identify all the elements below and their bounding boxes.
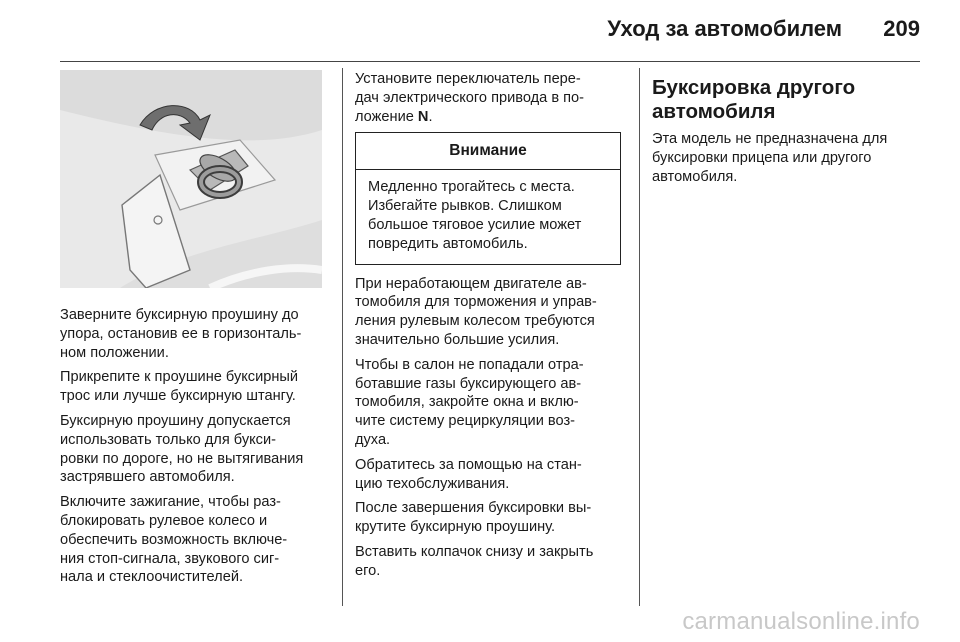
towing-eye-icon [60, 70, 322, 288]
warning-box [355, 132, 621, 264]
page-number: 209 [883, 16, 920, 41]
column-2 [355, 70, 625, 587]
paragraph: Эта модель не предназначена для буксировки прицепа или другого автомобиля. [652, 131, 888, 185]
column-3 [652, 70, 922, 192]
intro-end: . [428, 108, 433, 125]
header-title: Уход за автомобилем [607, 16, 842, 41]
paragraph: Обратитесь за помощью на стан- цию техобслуживания. [355, 456, 582, 492]
towing-eye-illustration [60, 70, 322, 288]
paragraph: После завершения буксировки вы- крутите буксирную проушину. [355, 500, 592, 536]
section-heading: Буксировка другого автомобиля [652, 76, 856, 123]
header-rule [60, 61, 920, 62]
gear-position: N [417, 108, 429, 125]
watermark: carmanualsonline.info [682, 608, 920, 635]
warning-title: Внимание [356, 133, 620, 170]
warning-body [356, 170, 620, 263]
warning-text: Медленно трогайтесь с места. Избегайте рывков. Слишком большое тяговое усилие может повредить автомобиль. [368, 179, 582, 252]
paragraph: Чтобы в салон не попадали отра- ботавшие газы буксирующего ав- томобиля, закройте окна и вклю- чите систему рециркуляции воз- духа. [355, 356, 584, 448]
paragraph: Буксирную проушину допускается использовать только для букси- ровки по дороге, но не вытягивания застрявшего автомобиля. [60, 412, 304, 486]
paragraph: Заверните буксирную проушину до упора, остановив ее в горизонталь- ном положении. [60, 307, 302, 361]
paragraph: Прикрепите к проушине буксирный трос или лучше буксирную штангу. [60, 369, 299, 405]
col1-text [60, 306, 326, 587]
column-1 [60, 70, 326, 593]
paragraph: Вставить колпачок снизу и закрыть его. [355, 543, 594, 579]
column-divider-1 [342, 68, 343, 606]
paragraph: При неработающем двигателе ав- томобиля для торможения и управ- ления рулевым колесом требуются значительно большие усилия. [355, 275, 597, 348]
column-divider-2 [639, 68, 640, 606]
paragraph: Включите зажигание, чтобы раз- блокировать рулевое колесо и обеспечить возможность включе- ния стоп-сигнала, звукового сиг- нала и стеклоочистителей. [60, 494, 288, 586]
intro-text: Установите переключатель пере- дач электрического привода в по- ложение [355, 71, 585, 125]
intro-paragraph [355, 70, 625, 126]
